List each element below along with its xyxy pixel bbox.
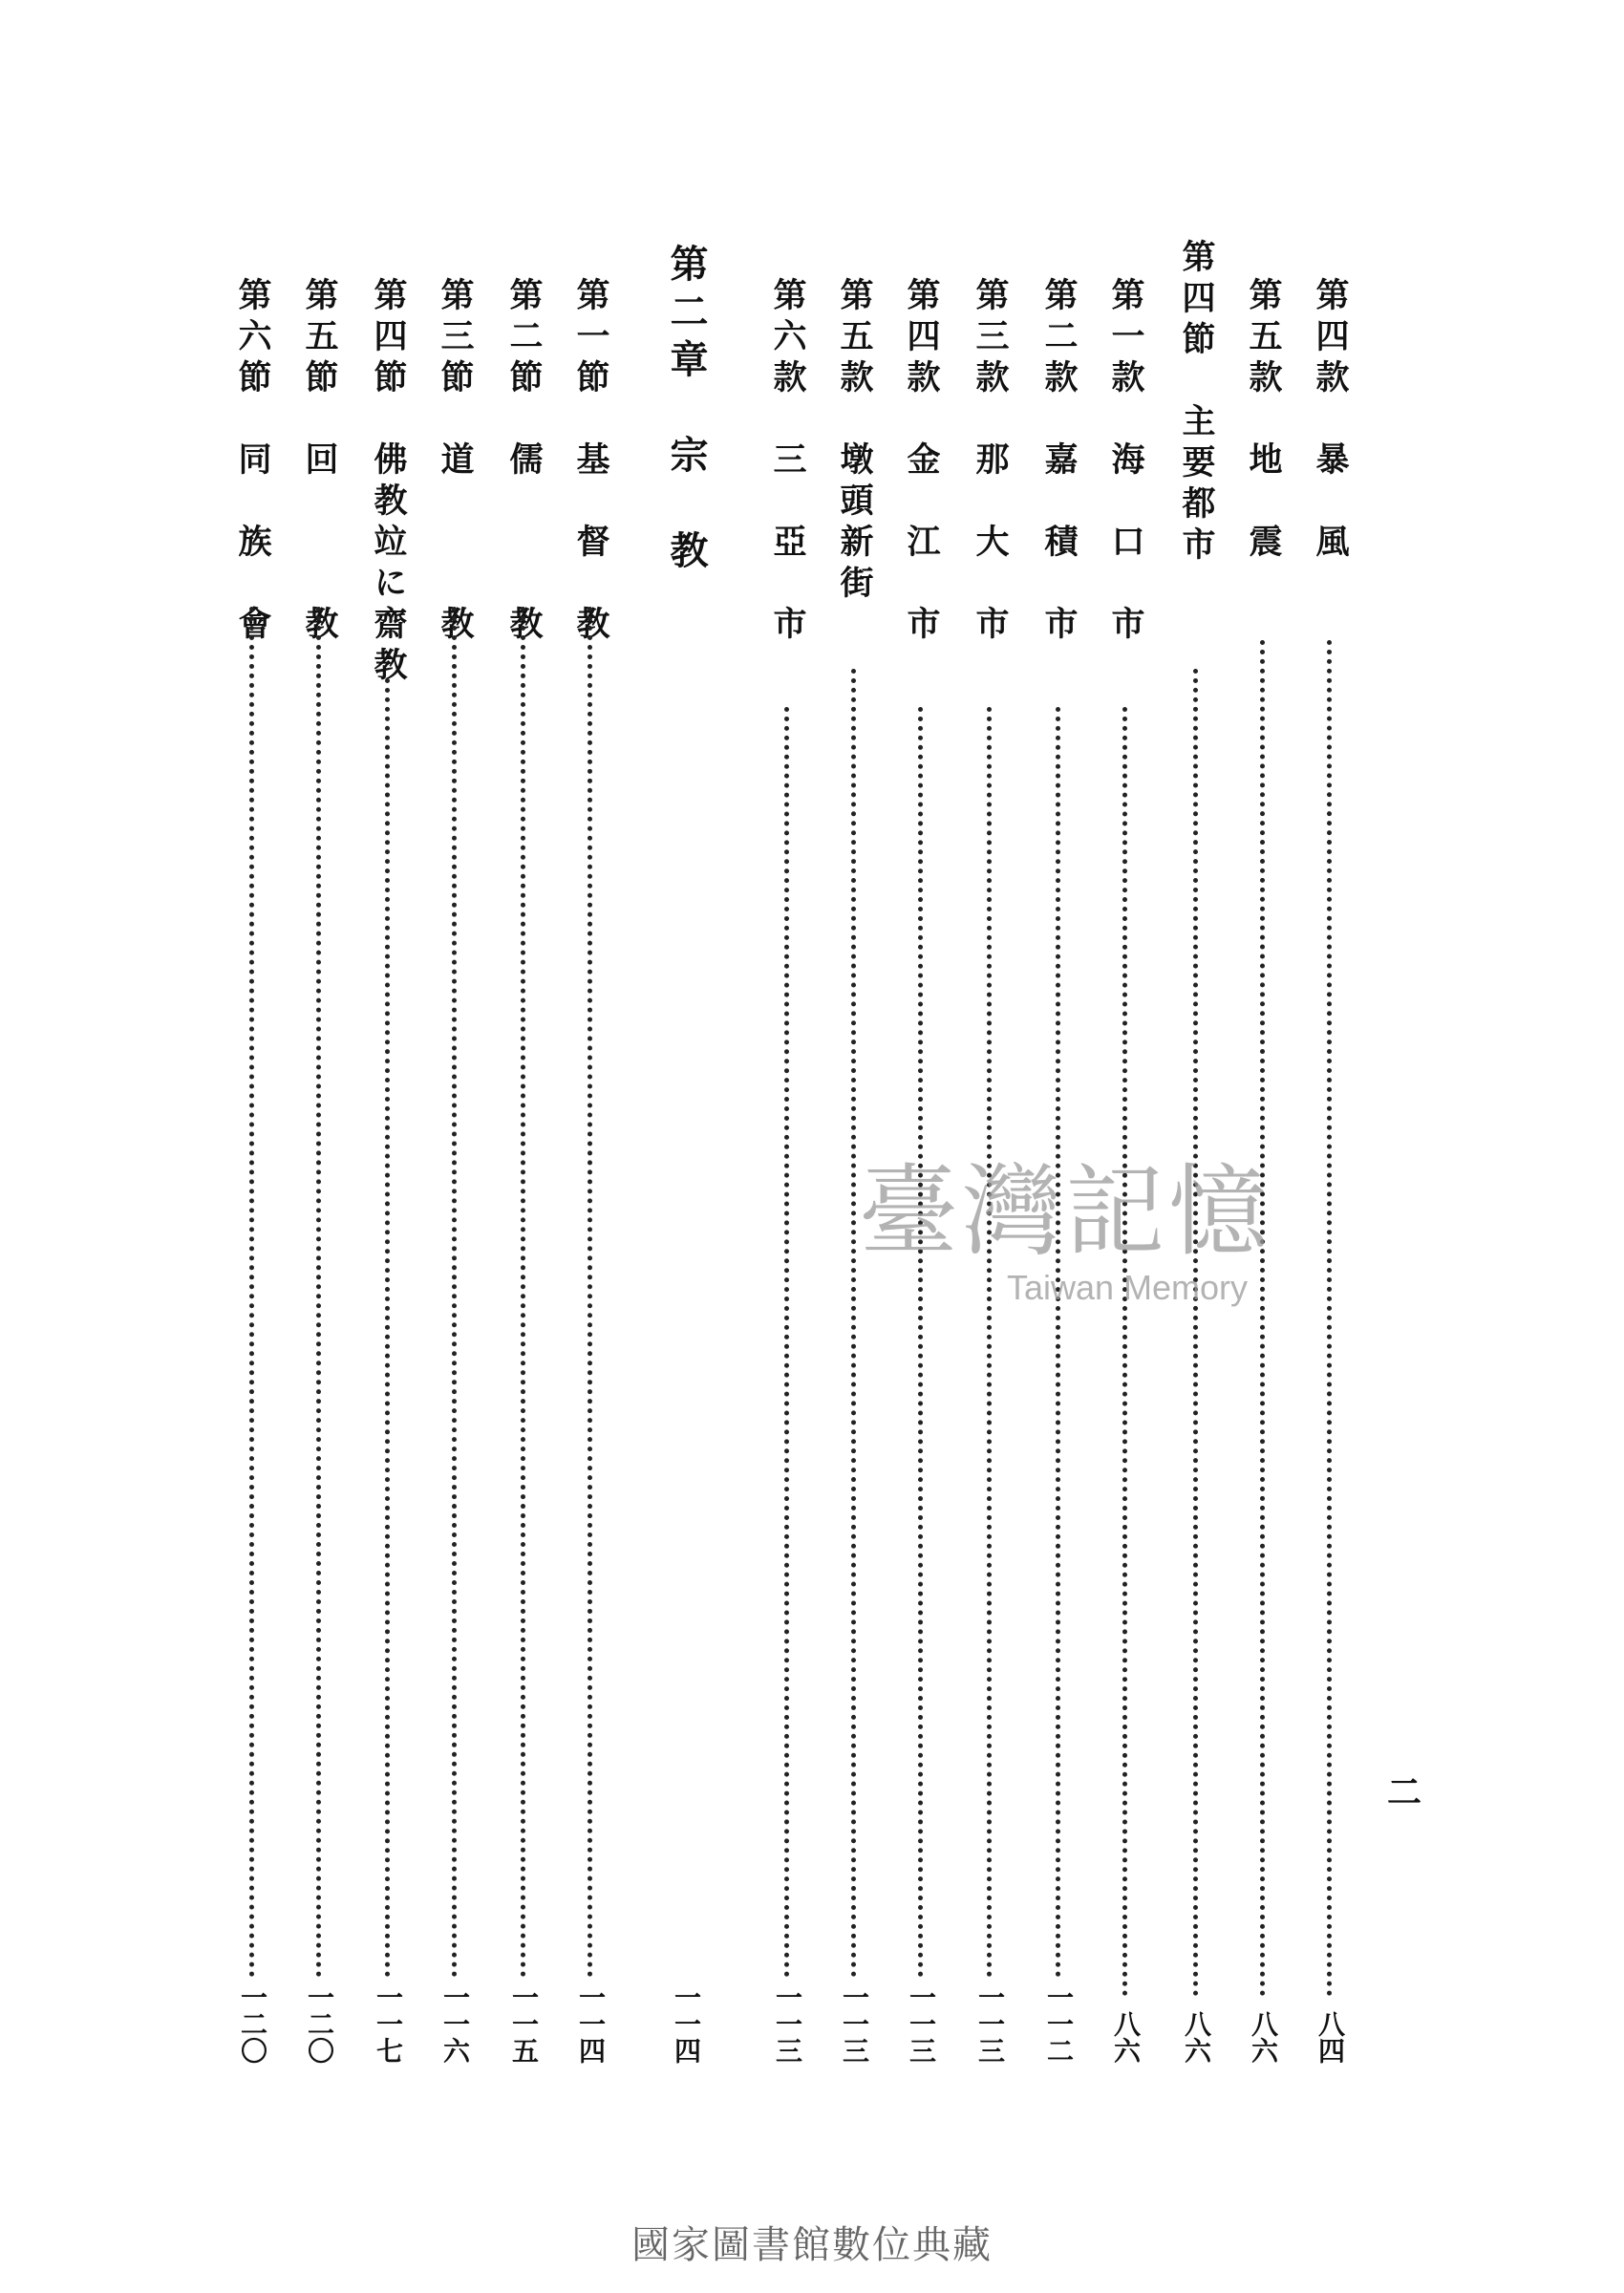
dot-leader (521, 607, 525, 1978)
toc-entry-page: 一二〇 (304, 1983, 335, 2064)
toc-entry-page: 一一三 (839, 1983, 870, 2064)
toc-entry-label: 第四節 主要都市 (1177, 239, 1216, 568)
dot-leader (1122, 707, 1127, 1997)
toc-entry-label: 第四節 佛教竝に齋教 (369, 277, 408, 688)
toc-entry-label: 第五款 墩頭新街 (835, 277, 874, 606)
toc-entry (1236, 277, 1290, 2064)
toc-entry-label: 第四款 暴 風 (1311, 277, 1350, 565)
toc-entry-label: 第一節 基 督 教 (571, 277, 610, 647)
toc-entry (1032, 277, 1085, 2064)
chapter-page: 一一四 (671, 1983, 702, 2064)
toc-entry-label: 第五節 回 教 (300, 277, 339, 647)
dot-leader (452, 607, 457, 1978)
toc-entry-page: 一一二 (1043, 1983, 1075, 2064)
dot-leader (316, 607, 321, 1978)
dot-leader (784, 707, 789, 1978)
toc-entry-page: 一二〇 (237, 1983, 268, 2064)
toc-entry (760, 277, 814, 2064)
toc-entry-label: 第六節 同 族 會 (233, 277, 272, 647)
toc-entry (1169, 239, 1223, 2064)
dot-leader (918, 707, 923, 1978)
dot-leader (1056, 707, 1060, 1978)
toc-entry (428, 277, 481, 2064)
dot-leader (987, 707, 992, 1978)
toc-entry-label: 第二節 儒 教 (504, 277, 544, 647)
dot-leader (1327, 640, 1332, 1997)
toc-entry-label: 第四款 金 江 市 (902, 277, 941, 647)
toc-entry-page: 一一七 (373, 1983, 404, 2064)
toc-entry-page: 一一四 (575, 1983, 607, 2064)
toc-entry (564, 277, 617, 2064)
toc-entry-page: 八四 (1314, 2010, 1346, 2064)
toc-entry-page: 一一三 (974, 1983, 1006, 2064)
dot-leader (1193, 669, 1198, 1997)
dot-leader (851, 669, 856, 1978)
toc-entry-label: 第三節 道 教 (436, 277, 475, 647)
toc-chapter-heading (659, 244, 713, 2064)
toc-entry (1099, 277, 1152, 2064)
toc-entry-label: 第六款 三 亞 市 (768, 277, 807, 647)
dot-leader (1260, 640, 1265, 1997)
chapter-title: 第二章 宗 教 (664, 244, 709, 578)
watermark-english: Taiwan Memory (1006, 1268, 1249, 1307)
toc-entry-page: 八六 (1181, 2010, 1212, 2064)
toc-entry-label: 第三款 那 大 市 (971, 277, 1010, 647)
dot-leader (385, 678, 390, 1978)
toc-entry-page: 一一三 (906, 1983, 937, 2064)
watermark-chinese: 臺灣記憶 (858, 1153, 1271, 1270)
toc-entry (827, 277, 881, 2064)
toc-entry-page: 一一六 (439, 1983, 471, 2064)
toc-entry (292, 277, 346, 2064)
toc-entry-label: 第五款 地 震 (1244, 277, 1283, 565)
dot-leader (249, 607, 254, 1978)
toc-entry-page: 一一三 (772, 1983, 803, 2064)
toc-entry-label: 第一款 海 口 市 (1106, 277, 1145, 647)
toc-entry-page: 一一五 (508, 1983, 540, 2064)
toc-entry (361, 277, 415, 2064)
dot-leader (588, 607, 592, 1978)
toc-entry-page: 八六 (1110, 2010, 1142, 2064)
toc-entry (497, 277, 550, 2064)
toc-entry-label: 第二款 嘉 積 市 (1039, 277, 1079, 647)
folio-page-number: 二 (1387, 1772, 1422, 1812)
toc-entry (1303, 277, 1357, 2064)
library-footer: 國家圖書館數位典藏 (631, 2223, 993, 2267)
toc-entry (894, 277, 948, 2064)
toc-entry-page: 八六 (1248, 2010, 1279, 2064)
toc-entry (963, 277, 1016, 2064)
toc-entry (225, 277, 279, 2064)
